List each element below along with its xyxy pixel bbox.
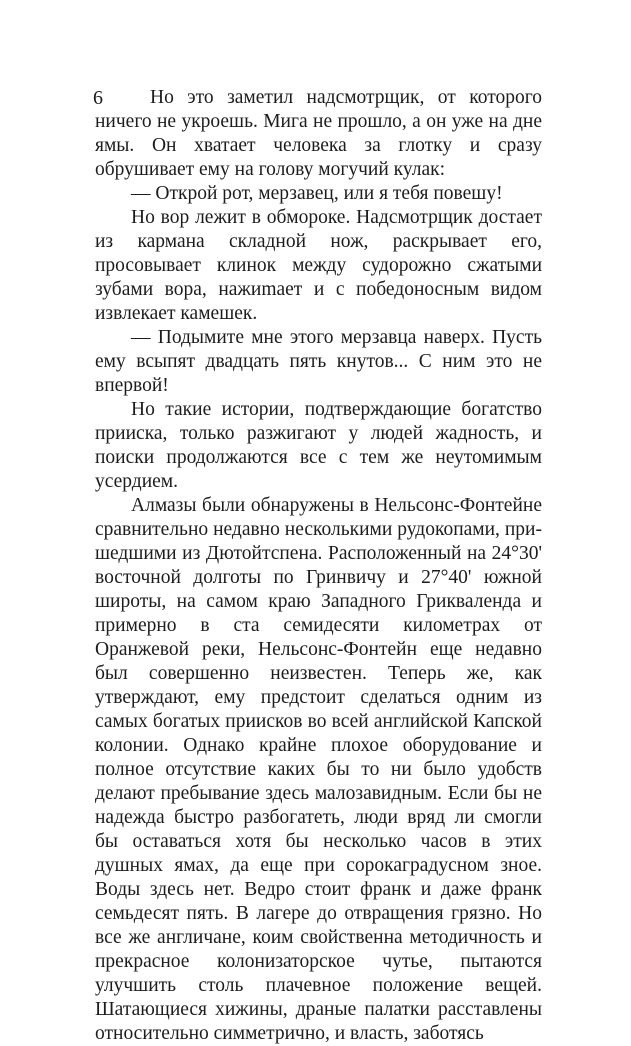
paragraph: Алмазы были обнаружены в Нельсонс-Фонтейне сравнительно недавно несколькими рудокопами, пришедшими из Дютойтспена. Расположенный на 24°30' восточной долготы по Гринвичу и 27°40' южной широты, на самом краю Западного Грикваленда и примерно в ста семидесяти километрах от Оранжевой реки, Нельсонс-Фонтейн еще недавно был совершенно неизвестен. Теперь же, как утверждают, ему предстоит сделаться одним из самых богатых приисков во всей английской Капской колонии. Однако крайне плохое оборудование и полное отсутствие каких бы то ни было удобств делают пребывание здесь малозавидным. Если бы не надежда быстро разбогатеть, люди вряд ли смогли бы оставаться хотя бы несколько часов в этих душных ямах, да еще при сорокаградусном зное. Воды здесь нет. Ведро стоит франк и даже франк семьдесят пять. В лагере до отвращения грязно. Но все же англичане, коим свойственна методичность и прекрасное колонизаторское чутье, пытаются улучшить столь плачевное положение вещей. Шатающиеся хижины, драные палатки расставлены относительно симметрично, и власть, заботясь: [95, 495, 542, 1044]
dialogue-line: — Подымите мне этого мерзавца наверх. Пусть ему всыпят двадцать пять кнутов... С ним это не впервой!: [95, 327, 542, 396]
dialogue-line: — Открой рот, мерзавец, или я тебя повешу!: [131, 183, 503, 204]
paragraph: Но такие истории, подтверждающие богатство прииска, только разжигают у людей жадность, и поиски продолжаются все с тем же неутомимым усердием.: [95, 399, 542, 492]
page-text: [95, 86, 542, 1046]
paragraph: Но это заметил надсмотрщик, от которого ничего не укроешь. Мига не прошло, а он уже на дне ямы. Он хватает человека за глотку и сразу обрушивает ему на голову могучий кулак:: [95, 87, 542, 180]
page-number: 6: [93, 87, 103, 109]
paragraph: Но вор лежит в обмороке. Надсмотрщик достает из кармана складной нож, раскрывает его, просовывает клинок между судорожно сжатыми зубами вора, нажиmает и с победоносным видом извлекает камешек.: [95, 207, 542, 324]
